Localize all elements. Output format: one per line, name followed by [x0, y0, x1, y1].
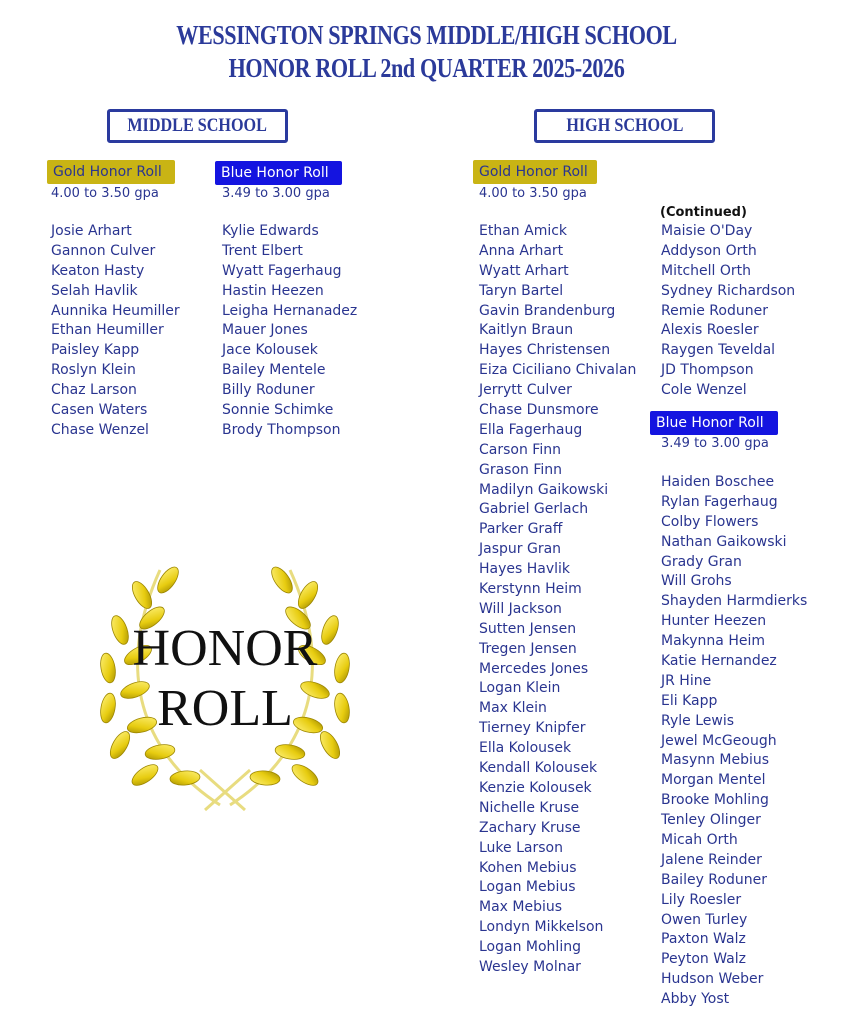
- list-item: Tenley Olinger: [661, 812, 761, 829]
- list-item: Luke Larson: [479, 839, 563, 856]
- list-item: Bailey Mentele: [222, 362, 326, 379]
- list-item: Aunnika Heumiller: [51, 302, 180, 319]
- title-line-2: HONOR ROLL 2nd QUARTER 2025-2026: [228, 53, 625, 83]
- list-item: Will Jackson: [479, 600, 562, 617]
- list-item: Addyson Orth: [661, 242, 757, 259]
- list-item: Peyton Walz: [661, 951, 746, 968]
- continued-label: (Continued): [660, 205, 747, 220]
- list-item: Sydney Richardson: [661, 282, 796, 299]
- list-item: Maisie O'Day: [661, 223, 753, 239]
- list-item: Wesley Molnar: [479, 958, 581, 975]
- list-item: Tierney Knipfer: [479, 720, 586, 737]
- middle-school-title: MIDDLE SCHOOL: [127, 115, 268, 136]
- list-item: Chase Dunsmore: [479, 402, 599, 419]
- list-item: Zachary Kruse: [479, 819, 581, 836]
- list-item: Brody Thompson: [222, 421, 341, 438]
- hs-blue-list: [661, 473, 807, 1010]
- list-item: Chase Wenzel: [51, 421, 149, 438]
- list-item: Ethan Amick: [479, 223, 568, 239]
- list-item: JR Hine: [661, 672, 712, 689]
- list-item: Sutten Jensen: [479, 620, 577, 637]
- list-item: Keaton Hasty: [51, 262, 145, 279]
- list-item: Gabriel Gerlach: [479, 501, 589, 518]
- list-item: Nichelle Kruse: [479, 799, 580, 816]
- list-item: Wyatt Fagerhaug: [222, 262, 342, 279]
- list-item: Hayes Christensen: [479, 342, 611, 359]
- list-item: Micah Orth: [661, 832, 738, 849]
- list-item: Jalene Reinder: [661, 851, 762, 868]
- list-item: Jewel McGeough: [661, 732, 777, 749]
- emblem-line-2: ROLL: [157, 680, 293, 737]
- list-item: Hastin Heezen: [222, 282, 324, 299]
- list-item: Mitchell Orth: [661, 262, 752, 279]
- list-item: Kendall Kolousek: [479, 760, 598, 777]
- ms-blue-honor-roll-badge: Blue Honor Roll: [215, 161, 342, 185]
- list-item: Kohen Mebius: [479, 859, 577, 876]
- list-item: Mauer Jones: [222, 322, 308, 339]
- list-item: Logan Mohling: [479, 939, 581, 956]
- list-item: Londyn Mikkelson: [479, 919, 604, 936]
- list-item: Abby Yost: [661, 991, 730, 1008]
- list-item: Hudson Weber: [661, 971, 764, 988]
- list-item: Raygen Teveldal: [661, 342, 776, 359]
- list-item: Lily Roesler: [661, 891, 742, 908]
- list-item: Alexis Roesler: [661, 322, 759, 339]
- list-item: Tregen Jensen: [479, 640, 577, 657]
- list-item: Logan Klein: [479, 680, 561, 697]
- list-item: Josie Arhart: [51, 223, 132, 239]
- laurel-wreath-icon: [90, 560, 360, 820]
- list-item: Gavin Brandenburg: [479, 302, 616, 319]
- list-item: Jace Kolousek: [222, 342, 318, 359]
- list-item: Ella Kolousek: [479, 740, 572, 757]
- list-item: Chaz Larson: [51, 382, 137, 399]
- list-item: Selah Havlik: [51, 282, 138, 299]
- ms-gold-gpa: 4.00 to 3.50 gpa: [51, 186, 159, 201]
- hs-blue-honor-roll-badge: Blue Honor Roll: [650, 411, 778, 435]
- list-item: Bailey Roduner: [661, 871, 767, 888]
- list-item: Grason Finn: [479, 461, 563, 478]
- list-item: Owen Turley: [661, 911, 748, 928]
- list-item: Kerstynn Heim: [479, 581, 582, 598]
- ms-gold-list: [51, 222, 180, 441]
- ms-blue-list: [222, 222, 357, 441]
- list-item: Carson Finn: [479, 441, 561, 458]
- ms-gold-honor-roll-badge: Gold Honor Roll: [47, 160, 175, 184]
- list-item: Hayes Havlik: [479, 561, 571, 578]
- list-item: Grady Gran: [661, 553, 742, 570]
- list-item: Jaspur Gran: [479, 541, 562, 558]
- list-item: Leigha Hernanadez: [222, 302, 358, 319]
- list-item: Morgan Mentel: [661, 772, 766, 789]
- list-item: Ella Fagerhaug: [479, 421, 583, 438]
- list-item: Shayden Harmdierks: [661, 593, 808, 610]
- list-item: Taryn Bartel: [479, 282, 564, 299]
- list-item: Will Grohs: [661, 573, 732, 590]
- list-item: Max Mebius: [479, 899, 563, 916]
- hs-gold-list-col2: [661, 222, 795, 401]
- list-item: Jerrytt Culver: [479, 382, 572, 399]
- list-item: Casen Waters: [51, 402, 148, 419]
- list-item: Kaitlyn Braun: [479, 322, 574, 339]
- list-item: Ryle Lewis: [661, 712, 735, 729]
- list-item: Roslyn Klein: [51, 362, 136, 379]
- list-item: Madilyn Gaikowski: [479, 481, 609, 498]
- list-item: Paisley Kapp: [51, 342, 140, 359]
- list-item: Wyatt Arhart: [479, 262, 569, 279]
- list-item: Remie Roduner: [661, 302, 768, 319]
- ms-blue-gpa: 3.49 to 3.00 gpa: [222, 186, 330, 201]
- middle-school-header: [107, 109, 288, 143]
- list-item: Colby Flowers: [661, 513, 759, 530]
- list-item: Eiza Ciciliano Chivalan: [479, 362, 637, 379]
- list-item: Ethan Heumiller: [51, 322, 164, 339]
- list-item: Makynna Heim: [661, 633, 765, 650]
- list-item: Billy Roduner: [222, 382, 315, 399]
- list-item: JD Thompson: [661, 362, 754, 379]
- hs-gold-honor-roll-badge: Gold Honor Roll: [473, 160, 597, 184]
- list-item: Katie Hernandez: [661, 653, 777, 670]
- list-item: Logan Mebius: [479, 879, 576, 896]
- list-item: Parker Graff: [479, 521, 563, 538]
- list-item: Paxton Walz: [661, 931, 746, 948]
- high-school-title: HIGH SCHOOL: [565, 115, 684, 136]
- list-item: Cole Wenzel: [661, 382, 747, 399]
- list-item: Rylan Fagerhaug: [661, 493, 778, 510]
- list-item: Hunter Heezen: [661, 613, 767, 630]
- list-item: Mercedes Jones: [479, 660, 589, 677]
- list-item: Eli Kapp: [661, 692, 718, 709]
- list-item: Kenzie Kolousek: [479, 779, 592, 796]
- list-item: Max Klein: [479, 700, 547, 717]
- title-line-1: WESSINGTON SPRINGS MIDDLE/HIGH SCHOOL: [176, 20, 677, 50]
- list-item: Haiden Boschee: [661, 474, 775, 490]
- high-school-header: [534, 109, 715, 143]
- hs-gold-gpa: 4.00 to 3.50 gpa: [479, 186, 587, 201]
- list-item: Nathan Gaikowski: [661, 533, 787, 550]
- list-item: Brooke Mohling: [661, 792, 769, 809]
- list-item: Trent Elbert: [222, 242, 303, 259]
- emblem-line-1: HONOR: [132, 620, 318, 677]
- hs-blue-gpa: 3.49 to 3.00 gpa: [661, 436, 769, 451]
- list-item: Masynn Mebius: [661, 752, 770, 769]
- list-item: Anna Arhart: [479, 242, 564, 259]
- hs-gold-list-col1: [479, 222, 636, 978]
- list-item: Kylie Edwards: [222, 223, 319, 239]
- list-item: Gannon Culver: [51, 242, 156, 259]
- list-item: Sonnie Schimke: [222, 402, 334, 419]
